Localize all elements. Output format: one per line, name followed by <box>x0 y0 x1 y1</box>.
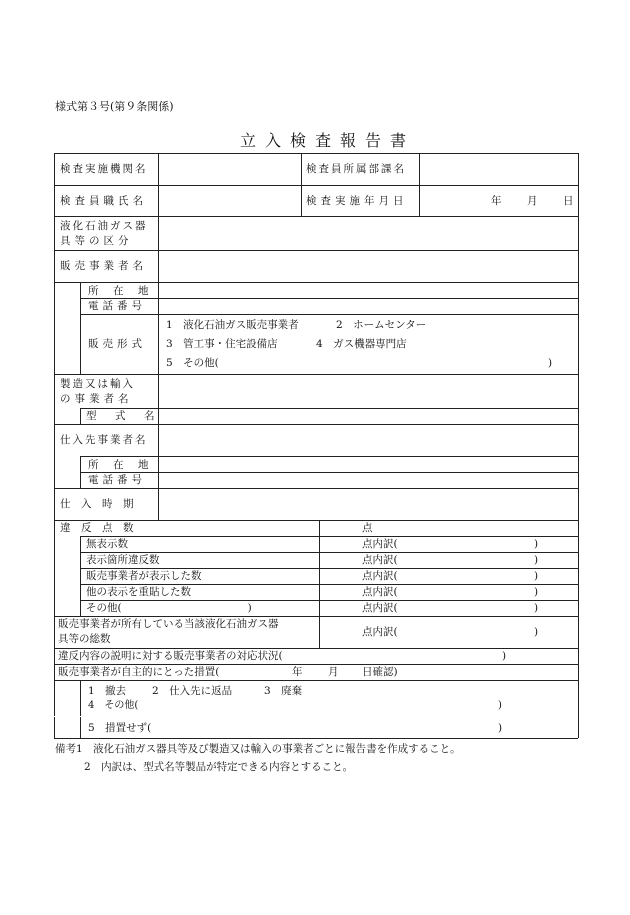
seller-phone-label: 電話番号 <box>88 300 146 312</box>
sales-form-opt2: 2 ホームセンター <box>336 319 427 331</box>
response-status-label: 違反内容の説明に対する販売事業者の対応状況( <box>58 650 283 662</box>
purchase-period-label: 仕 入 時 期 <box>60 498 134 510</box>
voluntary-opt4-close: ) <box>498 700 502 711</box>
violation-breakdown-1: 点内訳( <box>362 538 398 550</box>
voluntary-confirm: 日確認) <box>362 666 398 678</box>
voluntary-month: 月 <box>328 666 339 678</box>
table-bottom-border <box>54 738 578 739</box>
date-month: 月 <box>527 195 538 207</box>
voluntary-opt1: 1 撤去 <box>88 685 127 697</box>
holding-breakdown-close: ) <box>534 626 539 638</box>
date-day: 日 <box>563 195 574 207</box>
violations-unit: 点 <box>362 522 373 534</box>
voluntary-opt2: 2 仕入先に返品 <box>152 685 233 697</box>
model-label: 型 式 名 <box>86 410 159 422</box>
maker-label-1: 製造又は輸入 <box>60 378 135 390</box>
violation-breakdown-1-close: ) <box>534 538 539 550</box>
inspection-date-label: 検査実施年月日 <box>306 195 408 207</box>
lpg-category-label-1: 液化石油ガス器 <box>60 220 148 232</box>
page-title: 立入検査報告書 <box>240 131 416 150</box>
note-2: 2 内訳は、型式名等製品が特定できる内容とすること。 <box>84 761 354 773</box>
note-1: 備考1 液化石油ガス器具等及び製造又は輸入の事業者ごとに報告書を作成すること。 <box>55 743 461 755</box>
violation-breakdown-3: 点内訳( <box>362 570 398 582</box>
violation-item-1: 無表示数 <box>86 538 128 550</box>
violation-breakdown-5-close: ) <box>534 602 539 614</box>
violation-item-5: その他( ) <box>86 602 252 614</box>
violation-item-2: 表示箇所違反数 <box>86 554 160 566</box>
lpg-category-label-2: 具等の区分 <box>60 235 133 247</box>
sales-form-opt5: 5 その他( <box>166 357 219 369</box>
holding-label-1: 販売事業者が所有している当該液化石油ガス器 <box>58 618 279 630</box>
voluntary-opt4: 4 その他( <box>88 700 139 711</box>
sales-form-opt5-close: ) <box>548 357 553 369</box>
maker-label-2: の事業者名 <box>60 393 133 405</box>
voluntary-measure-label: 販売事業者が自主的にとった措置( <box>58 666 220 678</box>
voluntary-opt5: 5 措置せず( <box>88 722 152 734</box>
violation-item-3: 販売事業者が表示した数 <box>86 570 202 582</box>
seller-name-label: 販売事業者名 <box>60 260 147 272</box>
sales-form-opt4: 4 ガス機器専門店 <box>316 338 407 350</box>
voluntary-year: 年 <box>292 666 303 678</box>
violation-breakdown-4: 点内訳( <box>362 586 398 598</box>
supplier-name-label: 仕入先事業者名 <box>60 434 148 446</box>
supplier-address-label: 所 在 地 <box>88 459 151 471</box>
date-year: 年 <box>491 195 502 207</box>
sales-form-opt3: 3 管工事・住宅設備店 <box>166 338 278 350</box>
violation-breakdown-4-close: ) <box>534 586 539 598</box>
voluntary-opt3: 3 廃棄 <box>264 685 303 697</box>
voluntary-opt5-close: ) <box>498 722 503 734</box>
form-number: 様式第３号(第９条関係) <box>55 100 174 113</box>
seller-address-label: 所 在 地 <box>88 285 151 297</box>
inspection-agency-label: 検査実施機関名 <box>60 163 148 175</box>
violation-item-4: 他の表示を重貼した数 <box>86 586 191 598</box>
violation-breakdown-2-close: ) <box>534 554 539 566</box>
inspector-name-label: 検査員職氏名 <box>60 195 147 207</box>
sales-form-opt1: 1 液化石油ガス販売事業者 <box>166 319 299 331</box>
holding-breakdown: 点内訳( <box>362 626 398 638</box>
violation-breakdown-5: 点内訳( <box>362 602 398 614</box>
inspector-dept-label: 検査員所属部課名 <box>306 163 406 175</box>
sales-form-label: 販売形式 <box>88 338 146 350</box>
violations-header: 違 反 点 数 <box>60 522 134 534</box>
supplier-phone-label: 電話番号 <box>88 474 146 486</box>
holding-label-2: 具等の総数 <box>58 633 111 645</box>
response-status-close: ) <box>502 650 507 662</box>
violation-breakdown-2: 点内訳( <box>362 554 398 566</box>
violation-breakdown-3-close: ) <box>534 570 539 582</box>
